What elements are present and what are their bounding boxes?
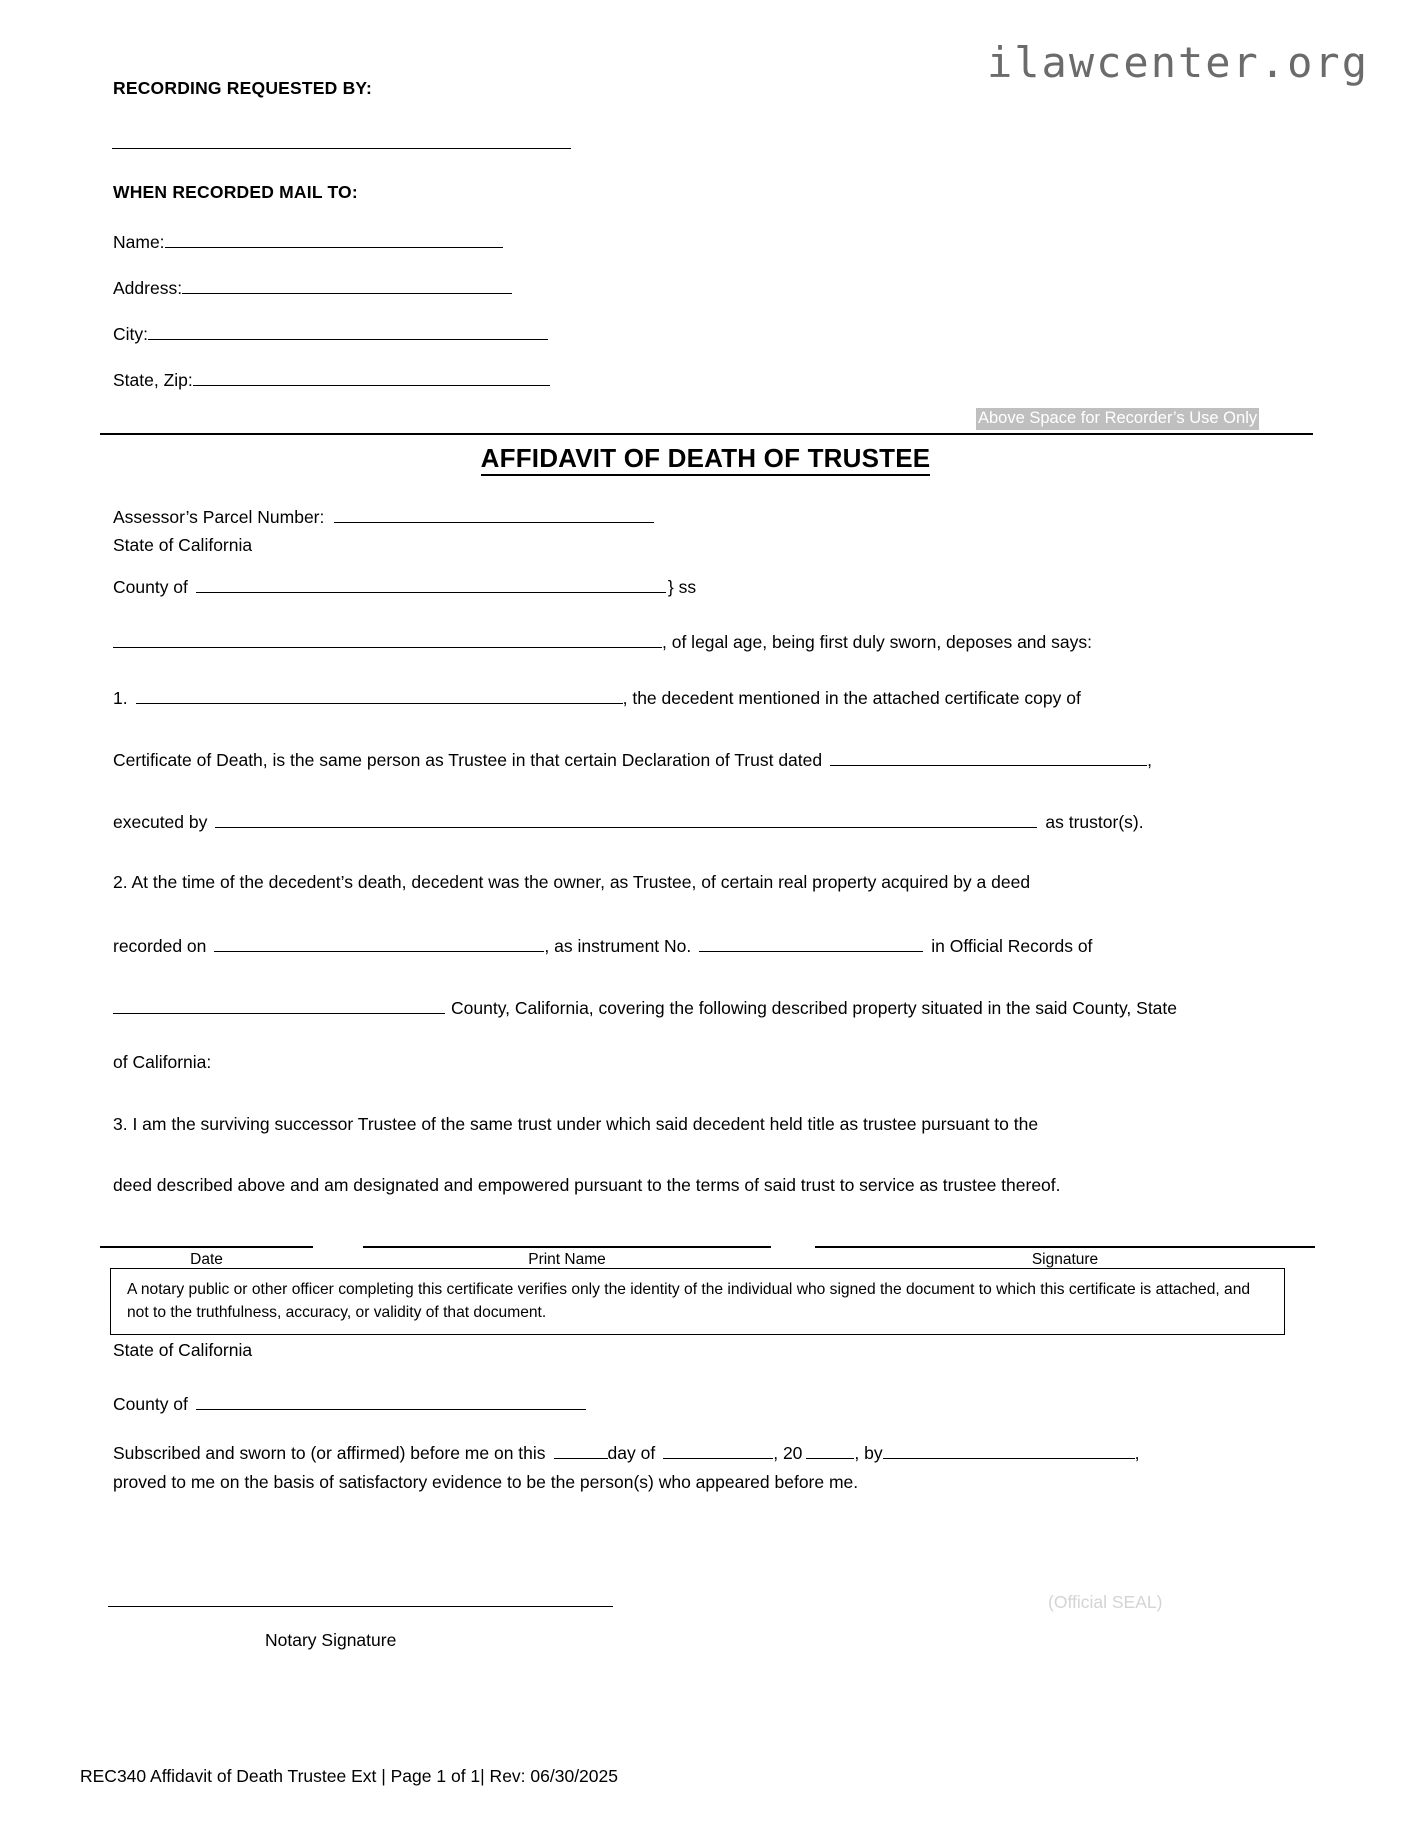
proved-evidence-line: proved to me on the basis of satisfactory evidence to be the person(s) who appeared before me. xyxy=(113,1472,859,1492)
official-records-label: in Official Records of xyxy=(931,936,1093,956)
page-title xyxy=(0,443,1411,474)
notary-county-label: County of xyxy=(113,1394,188,1414)
recorded-on-date-input[interactable] xyxy=(214,934,544,952)
subscribed-year-input[interactable] xyxy=(806,1443,854,1459)
trust-date-input[interactable] xyxy=(830,748,1147,766)
mail-address-label: Address: xyxy=(113,278,183,298)
apn-label: Assessor’s Parcel Number: xyxy=(113,507,325,527)
subscribed-year-prefix: , 20 xyxy=(773,1443,803,1463)
county-california-text: County, California, covering the following described property situated in the said County, State xyxy=(451,998,1178,1018)
affiant-sworn-text: , of legal age, being first duly sworn, deposes and says: xyxy=(662,632,1092,652)
recorded-on-label: recorded on xyxy=(113,936,207,956)
notary-county-row xyxy=(113,1392,586,1416)
notary-signature-rule[interactable] xyxy=(108,1606,613,1607)
subscribed-day-of-label: day of xyxy=(607,1443,656,1463)
mail-city-input[interactable] xyxy=(148,322,548,340)
subscribed-by-input[interactable] xyxy=(883,1443,1135,1459)
date-label: Date xyxy=(190,1251,223,1268)
paragraph-1-line-3 xyxy=(113,810,1144,834)
county-label: County of xyxy=(113,577,188,597)
print-name-label: Print Name xyxy=(528,1251,606,1268)
recording-requested-by-label: RECORDING REQUESTED BY: xyxy=(113,78,373,98)
notary-disclosure-text: A notary public or other officer completing this certificate verifies only the identity of the individual who signed the document to which this certificate is attached, and not to the truthfulness, accuracy, or validity of that document. xyxy=(127,1281,1251,1321)
recording-requested-by-rule xyxy=(112,148,571,149)
signature-rule[interactable] xyxy=(815,1246,1315,1248)
records-county-input[interactable] xyxy=(113,996,445,1014)
affiant-name-input[interactable] xyxy=(113,630,662,648)
instrument-no-label: , as instrument No. xyxy=(544,936,692,956)
site-watermark: ilawcenter.org xyxy=(986,38,1369,87)
notary-disclosure-box xyxy=(110,1268,1285,1335)
official-seal-placeholder: (Official SEAL) xyxy=(1048,1592,1163,1612)
paragraph-1-line-2-comma: , xyxy=(1147,750,1152,770)
header-separator-rule xyxy=(100,433,1313,435)
apn-row xyxy=(113,505,654,529)
paragraph-1-line-2 xyxy=(113,748,1152,772)
mail-address-field-row xyxy=(113,276,512,299)
document-footer: REC340 Affidavit of Death Trustee Ext | Page 1 of 1| Rev: 06/30/2025 xyxy=(80,1766,618,1786)
trustor-input[interactable] xyxy=(215,810,1037,828)
as-trustors-text: as trustor(s). xyxy=(1045,812,1144,832)
signature-label: Signature xyxy=(1031,1251,1099,1268)
mail-address-input[interactable] xyxy=(182,276,512,294)
paragraph-2-line-2 xyxy=(113,934,1092,958)
instrument-no-input[interactable] xyxy=(699,934,923,952)
apn-input[interactable] xyxy=(334,505,654,523)
mail-name-label: Name: xyxy=(113,232,165,252)
mail-city-label: City: xyxy=(113,324,148,344)
paragraph-1-number: 1. xyxy=(113,688,128,708)
mail-state-zip-field-row xyxy=(113,368,550,391)
mail-name-input[interactable] xyxy=(165,230,503,248)
subscribed-sworn-row xyxy=(113,1443,1140,1465)
recorder-use-banner: Above Space for Recorder’s Use Only xyxy=(976,408,1259,430)
decedent-name-input[interactable] xyxy=(136,686,623,704)
print-name-rule[interactable] xyxy=(363,1246,771,1248)
affiant-row xyxy=(113,630,1092,654)
county-input[interactable] xyxy=(196,575,666,593)
subscribed-day-input[interactable] xyxy=(554,1443,608,1459)
notary-signature-label: Notary Signature xyxy=(265,1630,397,1650)
paragraph-3-line-2: deed described above and am designated and empowered pursuant to the terms of said trust to service as trustee thereof. xyxy=(113,1175,1061,1195)
paragraph-2-line-3 xyxy=(113,996,1177,1020)
date-signature-rule[interactable] xyxy=(100,1246,313,1248)
executed-by-label: executed by xyxy=(113,812,208,832)
when-recorded-mail-to-label: WHEN RECORDED MAIL TO: xyxy=(113,182,358,202)
paragraph-3-line-1: 3. I am the surviving successor Trustee of the same trust under which said decedent held title as trustee pursuant to the xyxy=(113,1114,1039,1134)
mail-city-field-row xyxy=(113,322,548,345)
paragraph-1-tail: , the decedent mentioned in the attached certificate copy of xyxy=(622,688,1081,708)
notary-county-input[interactable] xyxy=(196,1392,586,1410)
subscribed-trailing-comma: , xyxy=(1134,1443,1140,1463)
state-of-california-line-2: State of California xyxy=(113,1340,253,1360)
declaration-of-trust-text: Certificate of Death, is the same person as Trustee in that certain Declaration of Trust dated xyxy=(113,750,823,770)
page-title-text: AFFIDAVIT OF DEATH OF TRUSTEE xyxy=(481,443,931,476)
ss-mark: } ss xyxy=(667,577,697,597)
subscribed-by-label: , by xyxy=(854,1443,883,1463)
paragraph-2-line-4: of California: xyxy=(113,1052,212,1072)
subscribed-month-input[interactable] xyxy=(663,1443,773,1459)
paragraph-1-line-1 xyxy=(113,686,1081,710)
mail-state-zip-label: State, Zip: xyxy=(113,370,193,390)
mail-state-zip-input[interactable] xyxy=(193,368,550,386)
subscribed-sworn-text: Subscribed and sworn to (or affirmed) before me on this xyxy=(113,1443,546,1463)
paragraph-2-line-1: 2. At the time of the decedent’s death, decedent was the owner, as Trustee, of certain real property acquired by a deed xyxy=(113,872,1031,892)
county-row xyxy=(113,575,696,599)
mail-name-field-row xyxy=(113,230,503,253)
state-of-california-line-1: State of California xyxy=(113,535,253,555)
